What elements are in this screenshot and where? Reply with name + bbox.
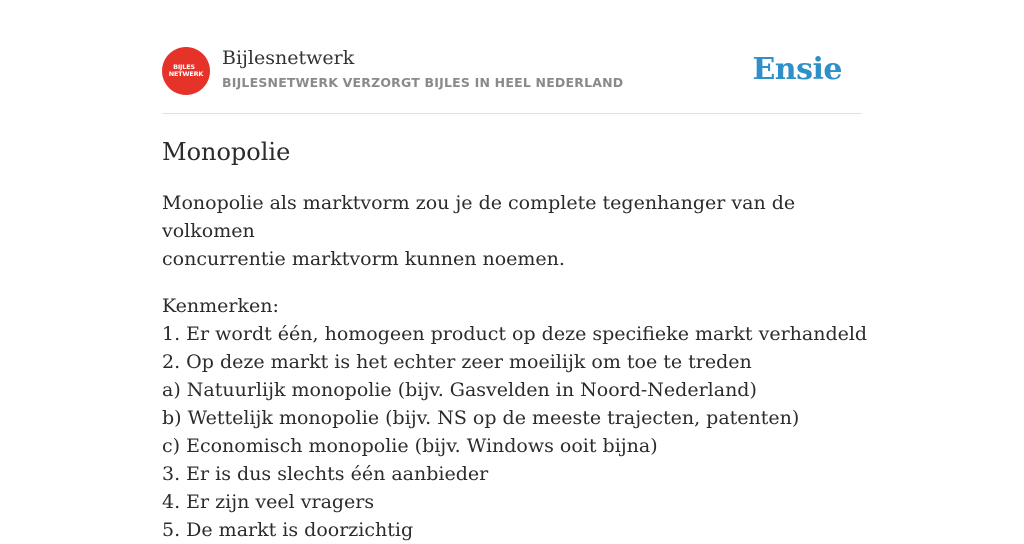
list-item: 2. Op deze markt is het echter zeer moeilijk om toe te treden [162, 351, 752, 373]
author-tagline: BIJLESNETWERK VERZORGT BIJLES IN HEEL NEDERLAND [222, 75, 624, 90]
list-item: c) Economisch monopolie (bijv. Windows ooit bijna) [162, 435, 658, 457]
article-title: Monopolie [162, 138, 291, 166]
ensie-brand-logo[interactable]: Ensie [752, 52, 842, 87]
list-item: 3. Er is dus slechts één aanbieder [162, 463, 489, 485]
site-header [162, 40, 862, 114]
article-content [162, 136, 868, 544]
list-item: b) Wettelijk monopolie (bijv. NS op de meeste trajecten, patenten) [162, 407, 800, 429]
logo-text-line2: NETWERK [168, 70, 204, 78]
list-item: a) Natuurlijk monopolie (bijv. Gasvelden in Noord-Nederland) [162, 379, 757, 401]
article-intro [162, 189, 862, 273]
intro-line: concurrentie marktvorm kunnen noemen. [162, 248, 565, 270]
kenmerken-heading: Kenmerken: [162, 295, 279, 317]
kenmerken-list [162, 320, 868, 544]
intro-line: Monopolie als marktvorm zou je de complete tegenhanger van de volkomen [162, 192, 796, 242]
logo-text-line1: BIJLES [173, 63, 195, 71]
list-item: 5. De markt is doorzichtig [162, 519, 414, 541]
list-item: 1. Er wordt één, homogeen product op deze specifieke markt verhandeld [162, 323, 868, 345]
bijlesnetwerk-logo[interactable] [162, 47, 210, 95]
list-item: 4. Er zijn veel vragers [162, 491, 375, 513]
author-name-link[interactable]: Bijlesnetwerk [222, 47, 355, 69]
